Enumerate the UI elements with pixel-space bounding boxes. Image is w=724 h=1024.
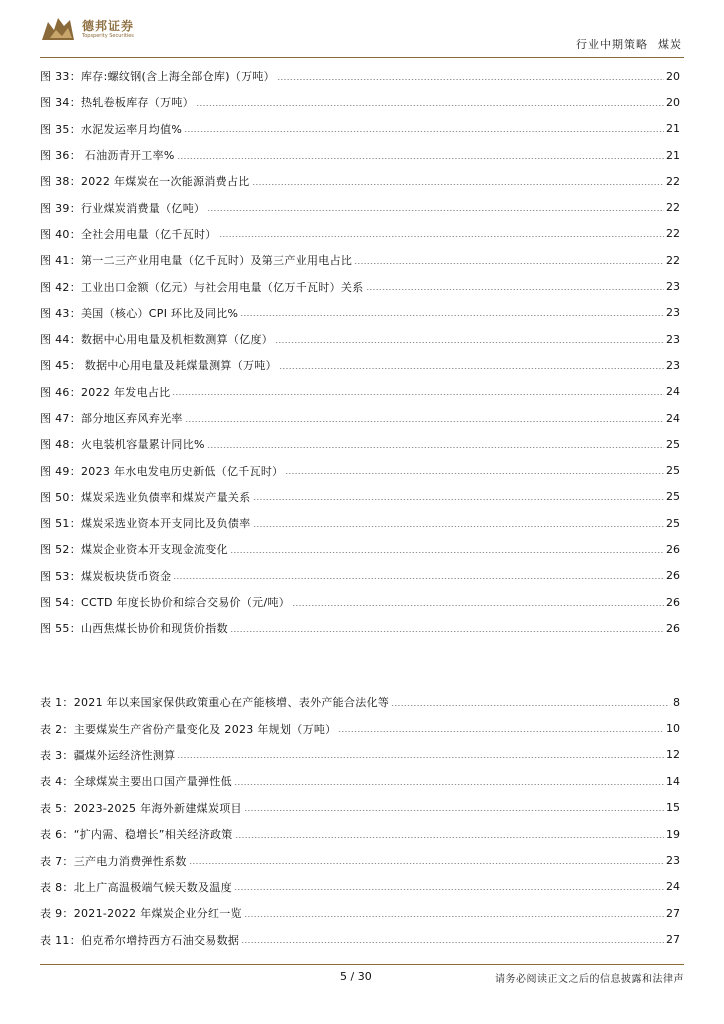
footer-divider	[40, 964, 684, 965]
figure-entry-label: 图 41：第一二三产业用电量（亿千瓦时）及第三产业用电占比	[40, 254, 353, 268]
dot-leader	[338, 731, 664, 732]
figure-entry[interactable]	[40, 326, 680, 352]
figure-entry[interactable]	[40, 300, 680, 326]
figure-entry[interactable]	[40, 63, 680, 89]
figure-entry-label: 图 48：火电装机容量累计同比%	[40, 438, 205, 452]
figure-entry-page: 20	[666, 69, 680, 83]
figure-entry-page: 24	[666, 411, 680, 425]
table-entry-page: 15	[666, 801, 680, 815]
figure-entry-page: 23	[666, 358, 680, 372]
figure-entry-page: 21	[666, 122, 680, 136]
table-entry-label: 表 2：主要煤炭生产省份产量变化及 2023 年规划（万吨）	[40, 722, 337, 736]
table-entry[interactable]	[40, 874, 680, 900]
dot-leader	[244, 810, 664, 811]
dot-leader	[185, 421, 664, 422]
figure-entry[interactable]	[40, 431, 680, 457]
table-entry[interactable]	[40, 821, 680, 847]
figure-entry[interactable]	[40, 484, 680, 510]
figure-entry-label: 图 46：2022 年发电占比	[40, 385, 171, 399]
table-entry[interactable]	[40, 927, 680, 953]
table-entry[interactable]	[40, 900, 680, 926]
dot-leader	[253, 499, 665, 500]
figure-entry-label: 图 39：行业煤炭消费量（亿吨）	[40, 201, 206, 215]
table-entry-page: 27	[666, 906, 680, 920]
figure-entry[interactable]	[40, 89, 680, 115]
figure-entry[interactable]	[40, 142, 680, 168]
table-entry-label: 表 4：全球煤炭主要出口国产量弹性低	[40, 775, 232, 789]
dot-leader	[219, 236, 664, 237]
figure-entry-page: 23	[666, 332, 680, 346]
figure-entry[interactable]	[40, 352, 680, 378]
table-entry-label: 表 6：“扩内需、稳增长”相关经济政策	[40, 828, 233, 842]
figure-entry[interactable]	[40, 221, 680, 247]
table-entry-label: 表 1：2021 年以来国家保供政策重心在产能核增、表外产能合法化等	[40, 696, 390, 710]
figure-entry-label: 图 45： 数据中心用电量及耗煤量测算（万吨）	[40, 359, 277, 373]
figure-entry-page: 25	[666, 437, 680, 451]
figure-entry-page: 22	[666, 253, 680, 267]
figure-entry-page: 24	[666, 385, 680, 399]
logo-cn-text: 德邦证券	[82, 18, 135, 33]
dot-leader	[275, 342, 664, 343]
table-entry[interactable]	[40, 689, 680, 715]
table-entry-page: 12	[666, 748, 680, 762]
table-entry-page: 27	[666, 933, 680, 947]
dot-leader	[292, 605, 664, 606]
figure-entry-page: 26	[666, 569, 680, 583]
table-entry-label: 表 8：北上广高温极端气候天数及温度	[40, 880, 232, 894]
figure-entry[interactable]	[40, 563, 680, 589]
dot-leader	[354, 263, 664, 264]
dot-leader	[235, 837, 664, 838]
figure-entry-label: 图 43：美国（核心）CPI 环比及同比%	[40, 306, 239, 320]
table-entry[interactable]	[40, 742, 680, 768]
dot-leader	[184, 131, 664, 132]
figure-entry-label: 图 38：2022 年煤炭在一次能源消费占比	[40, 175, 250, 189]
figure-entry-label: 图 33：库存:螺纹钢(含上海全部仓库)（万吨）	[40, 70, 275, 84]
figure-entry-page: 23	[666, 280, 680, 294]
figure-entry[interactable]	[40, 457, 680, 483]
figure-entry-page: 26	[666, 542, 680, 556]
logo-en-text: Topsperity Securities	[82, 32, 134, 39]
dot-leader	[285, 473, 664, 474]
dot-leader	[366, 289, 665, 290]
table-index-list	[40, 689, 680, 953]
dot-leader	[230, 552, 664, 553]
table-entry[interactable]	[40, 715, 680, 741]
figure-entry-page: 25	[666, 516, 680, 530]
table-entry-label: 表 3：疆煤外运经济性测算	[40, 748, 176, 762]
dot-leader	[207, 447, 664, 448]
sector-name: 煤炭	[658, 38, 682, 51]
figure-entry-page: 22	[666, 227, 680, 241]
figure-entry-label: 图 50：煤炭采选业负债率和煤炭产量关系	[40, 490, 251, 504]
figure-entry-label: 图 40：全社会用电量（亿千瓦时）	[40, 227, 217, 241]
figure-entry-page: 22	[666, 201, 680, 215]
table-entry-page: 8	[673, 695, 680, 709]
dot-leader	[207, 210, 664, 211]
dot-leader	[277, 79, 664, 80]
table-entry[interactable]	[40, 847, 680, 873]
figure-entry[interactable]	[40, 194, 680, 220]
figure-entry[interactable]	[40, 536, 680, 562]
table-entry-page: 10	[666, 722, 680, 736]
table-entry[interactable]	[40, 795, 680, 821]
figure-entry-page: 20	[666, 95, 680, 109]
dot-leader	[230, 631, 664, 632]
figure-entry[interactable]	[40, 273, 680, 299]
header-divider	[40, 57, 684, 58]
figure-entry-label: 图 35：水泥发运率月均值%	[40, 122, 183, 136]
page-number: 5 / 30	[340, 970, 372, 983]
figure-entry-label: 图 36： 石油沥青开工率%	[40, 149, 175, 163]
figure-entry[interactable]	[40, 116, 680, 142]
figure-entry-label: 图 51：煤炭采选业资本开支同比及负债率	[40, 517, 251, 531]
table-entry-page: 23	[666, 854, 680, 868]
figure-entry-label: 图 52：煤炭企业资本开支现金流变化	[40, 543, 228, 557]
dot-leader	[252, 184, 664, 185]
figure-entry[interactable]	[40, 615, 680, 641]
report-category	[576, 36, 682, 52]
dot-leader	[234, 784, 664, 785]
dot-leader	[240, 315, 664, 316]
figure-entry[interactable]	[40, 510, 680, 536]
table-entry-page: 14	[666, 774, 680, 788]
dot-leader	[177, 158, 664, 159]
dot-leader	[253, 526, 665, 527]
figure-entry-label: 图 47：部分地区弃风弃光率	[40, 412, 183, 425]
legal-disclaimer: 请务必阅读正文之后的信息披露和法律声	[495, 974, 684, 985]
dot-leader	[196, 105, 664, 106]
figure-entry-page: 21	[666, 148, 680, 162]
dot-leader	[177, 757, 664, 758]
dot-leader	[172, 394, 664, 395]
figure-index-list	[40, 63, 680, 642]
company-logo	[40, 16, 134, 42]
table-entry-label: 表 5：2023-2025 年海外新建煤炭项目	[40, 801, 242, 815]
page-header	[40, 12, 684, 58]
table-entry-page: 24	[666, 880, 680, 894]
dot-leader	[244, 916, 664, 917]
figure-entry-label: 图 42：工业出口金额（亿元）与社会用电量（亿万千瓦时）关系	[40, 280, 364, 294]
table-entry-label: 表 9：2021-2022 年煤炭企业分红一览	[40, 907, 242, 921]
dot-leader	[279, 368, 664, 369]
figure-entry-label: 图 49：2023 年水电发电历史新低（亿千瓦时）	[40, 464, 284, 478]
table-entry-label: 表 11：伯克希尔增持西方石油交易数据	[40, 933, 240, 947]
figure-entry[interactable]	[40, 379, 680, 405]
dot-leader	[189, 863, 664, 864]
figure-entry-page: 22	[666, 174, 680, 188]
table-entry[interactable]	[40, 768, 680, 794]
dot-leader	[234, 889, 664, 890]
figure-entry-page: 26	[666, 595, 680, 609]
figure-entry[interactable]	[40, 247, 680, 273]
figure-entry-label: 图 55：山西焦煤长协价和现货价指数	[40, 622, 228, 636]
figure-entry-page: 25	[666, 464, 680, 478]
figure-entry-label: 图 53：煤炭板块货币资金	[40, 569, 172, 583]
company-logo-icon	[40, 16, 76, 42]
figure-entry-label: 图 54：CCTD 年度长协价和综合交易价（元/吨）	[40, 596, 291, 610]
report-type: 行业中期策略	[576, 38, 648, 51]
figure-entry-page: 23	[666, 306, 680, 320]
figure-entry-page: 26	[666, 621, 680, 635]
dot-leader	[241, 942, 664, 943]
figure-entry-label: 图 44：数据中心用电量及机柜数测算（亿度）	[40, 333, 274, 347]
dot-leader	[173, 578, 664, 579]
table-entry-label: 表 7：三产电力消费弹性系数	[40, 854, 187, 868]
figure-entry[interactable]	[40, 589, 680, 615]
table-entry-page: 19	[666, 827, 680, 841]
figure-entry[interactable]	[40, 405, 680, 431]
figure-entry-page: 25	[666, 490, 680, 504]
figure-entry-label: 图 34：热轧卷板库存（万吨）	[40, 96, 194, 110]
dot-leader	[391, 705, 668, 706]
figure-entry[interactable]	[40, 168, 680, 194]
